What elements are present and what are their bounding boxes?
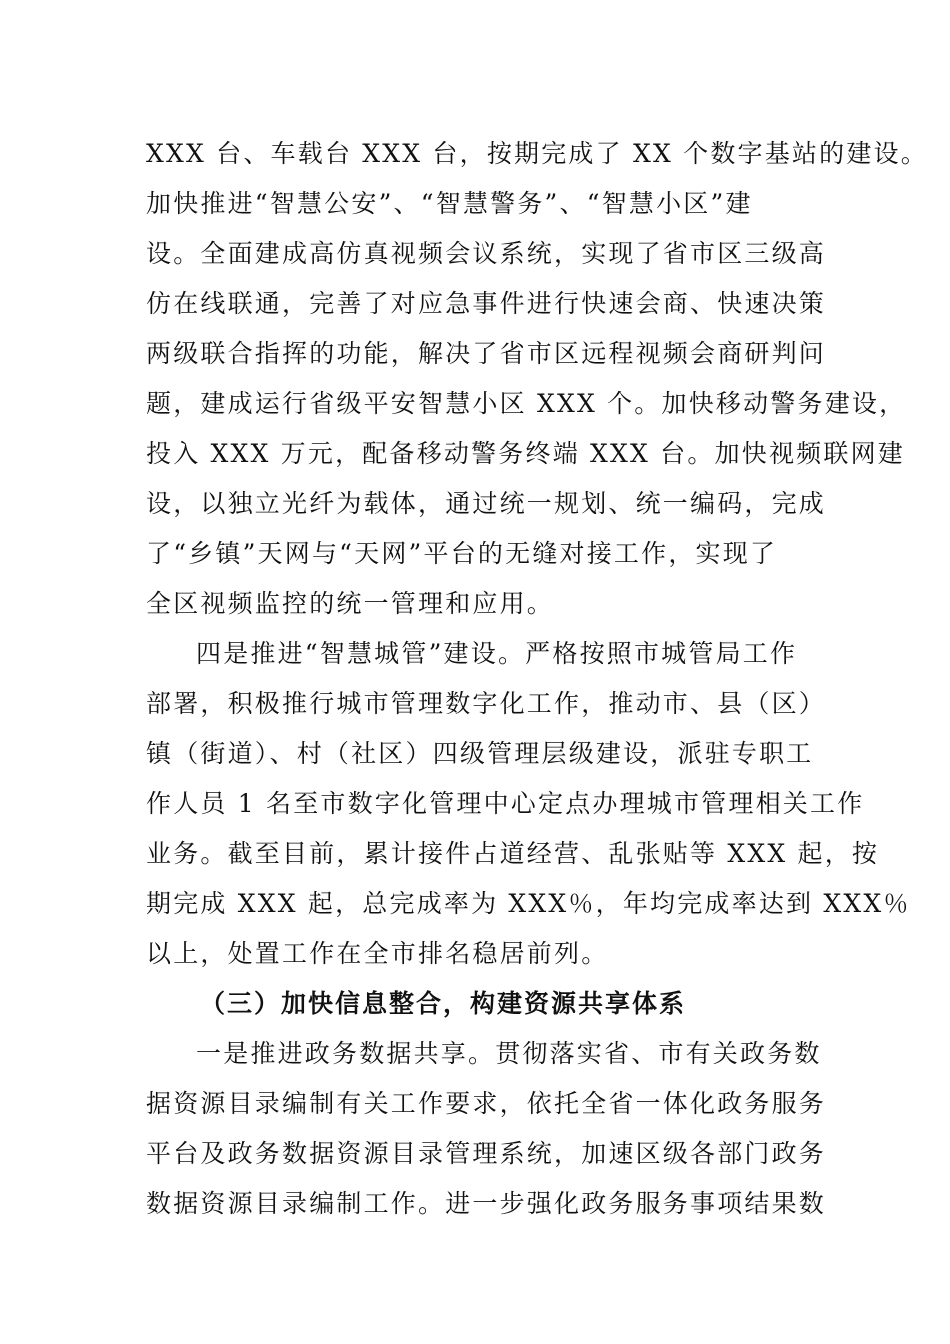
- paragraph-line: 作人员 1 名至市数字化管理中心定点办理城市管理相关工作: [146, 789, 865, 818]
- paragraph-line: XXX 台、车载台 XXX 台，按期完成了 XX 个数字基站的建设。: [146, 139, 928, 168]
- paragraph-line: 投入 XXX 万元，配备移动警务终端 XXX 台。加快视频联网建: [146, 439, 905, 468]
- paragraph-line: 设。全面建成高仿真视频会议系统，实现了省市区三级高: [146, 239, 827, 268]
- paragraph-line: 设，以独立光纤为载体，通过统一规划、统一编码，完成: [146, 489, 827, 518]
- paragraph-line: 四是推进“智慧城管”建设。严格按照市城管局工作: [196, 639, 798, 668]
- paragraph-line: 业务。截至目前，累计接件占道经营、乱张贴等 XXX 起，按: [146, 839, 880, 868]
- paragraph-line: 据资源目录编制有关工作要求，依托全省一体化政务服务: [146, 1089, 827, 1118]
- paragraph-line: 镇（街道）、村（社区）四级管理层级建设，派驻专职工: [146, 739, 814, 768]
- paragraph-line: 部署，积极推行城市管理数字化工作，推动市、县（区）: [146, 689, 827, 718]
- paragraph-line: 以上，处置工作在全市排名稳居前列。: [146, 939, 609, 968]
- paragraph-line: 了“乡镇”天网与“天网”平台的无缝对接工作，实现了: [146, 539, 778, 568]
- paragraph-line: 两级联合指挥的功能，解决了省市区远程视频会商研判问: [146, 339, 827, 368]
- paragraph-line: 全区视频监控的统一管理和应用。: [146, 589, 555, 618]
- paragraph-line: 期完成 XXX 起，总完成率为 XXX％，年均完成率达到 XXX％: [146, 889, 911, 918]
- paragraph-line: 仿在线联通，完善了对应急事件进行快速会商、快速决策: [146, 289, 827, 318]
- paragraph-line: 数据资源目录编制工作。进一步强化政务服务事项结果数: [146, 1189, 827, 1218]
- paragraph-line: 题，建成运行省级平安智慧小区 XXX 个。加快移动警务建设，: [146, 389, 907, 418]
- paragraph-line: 加快推进“智慧公安”、“智慧警务”、“智慧小区”建: [146, 189, 753, 218]
- paragraph-line: 一是推进政务数据共享。贯彻落实省、市有关政务数: [196, 1039, 822, 1068]
- paragraph-line: 平台及政务数据资源目录管理系统，加速区级各部门政务: [146, 1139, 827, 1168]
- section-heading: （三）加快信息整合，构建资源共享体系: [200, 989, 687, 1018]
